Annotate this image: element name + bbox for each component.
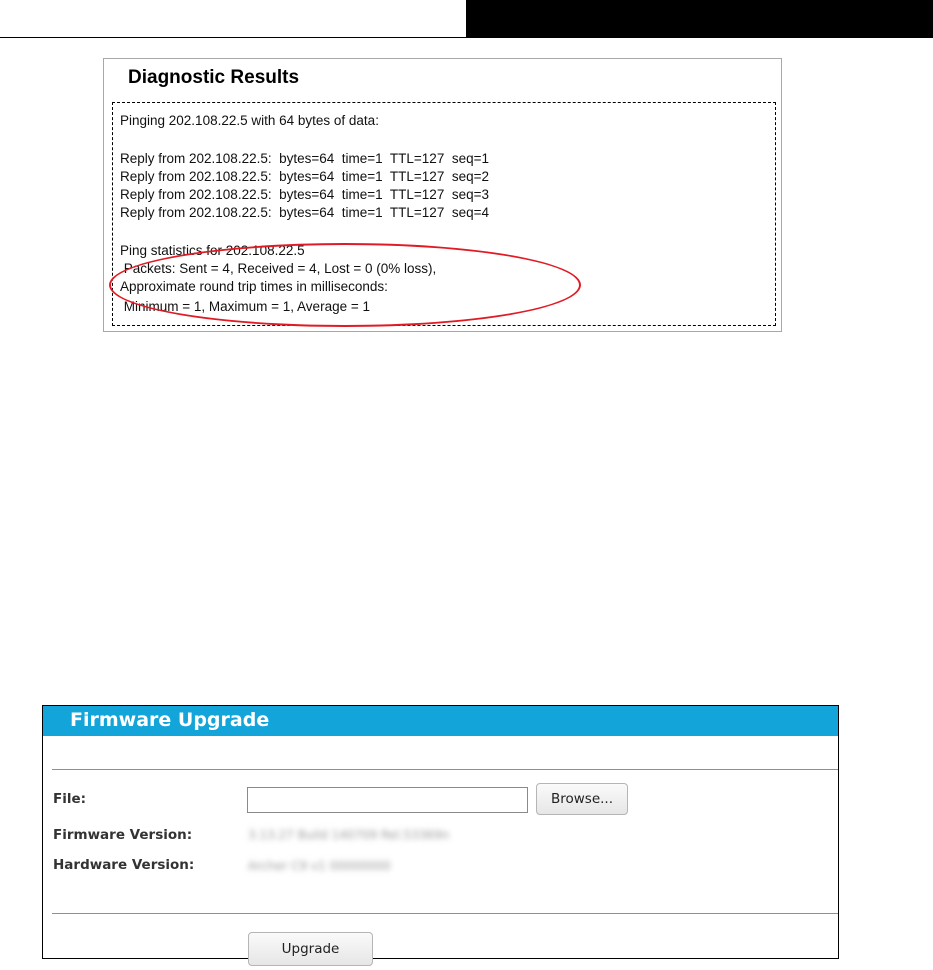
ping-header-line: Pinging 202.108.22.5 with 64 bytes of data: bbox=[120, 113, 379, 128]
highlight-ellipse bbox=[109, 243, 581, 327]
divider bbox=[52, 769, 838, 770]
diagnostic-title: Diagnostic Results bbox=[128, 67, 300, 88]
file-path-input[interactable] bbox=[247, 787, 528, 813]
hardware-version-label: Hardware Version: bbox=[53, 857, 195, 873]
round-trip-line: Approximate round trip times in milliseconds: bbox=[120, 279, 388, 294]
ping-statistics-line: Ping statistics for 202.108.22.5 bbox=[120, 243, 305, 258]
firmware-version-label: Firmware Version: bbox=[53, 827, 193, 843]
reply-line: Reply from 202.108.22.5: bytes=64 time=1 TTL=127 seq=3 bbox=[120, 187, 489, 202]
firmware-header-bar bbox=[43, 706, 838, 736]
firmware-title: Firmware Upgrade bbox=[70, 709, 270, 731]
upgrade-button[interactable]: Upgrade bbox=[248, 932, 373, 966]
reply-line: Reply from 202.108.22.5: bytes=64 time=1 TTL=127 seq=2 bbox=[120, 169, 489, 184]
divider bbox=[52, 913, 838, 914]
firmware-upgrade-panel bbox=[42, 705, 839, 959]
hardware-version-value: Archer C9 v1 00000000 bbox=[248, 859, 391, 873]
min-max-avg-line: Minimum = 1, Maximum = 1, Average = 1 bbox=[120, 299, 370, 314]
packets-line: Packets: Sent = 4, Received = 4, Lost = 0 (0% loss), bbox=[120, 261, 437, 276]
firmware-version-value: 3.13.27 Build 140709 Rel.53369n bbox=[248, 828, 450, 842]
header-black-block bbox=[466, 0, 933, 38]
reply-line: Reply from 202.108.22.5: bytes=64 time=1 TTL=127 seq=1 bbox=[120, 151, 489, 166]
browse-button[interactable]: Browse... bbox=[536, 783, 628, 815]
file-label: File: bbox=[53, 791, 87, 807]
reply-line: Reply from 202.108.22.5: bytes=64 time=1 TTL=127 seq=4 bbox=[120, 205, 489, 220]
